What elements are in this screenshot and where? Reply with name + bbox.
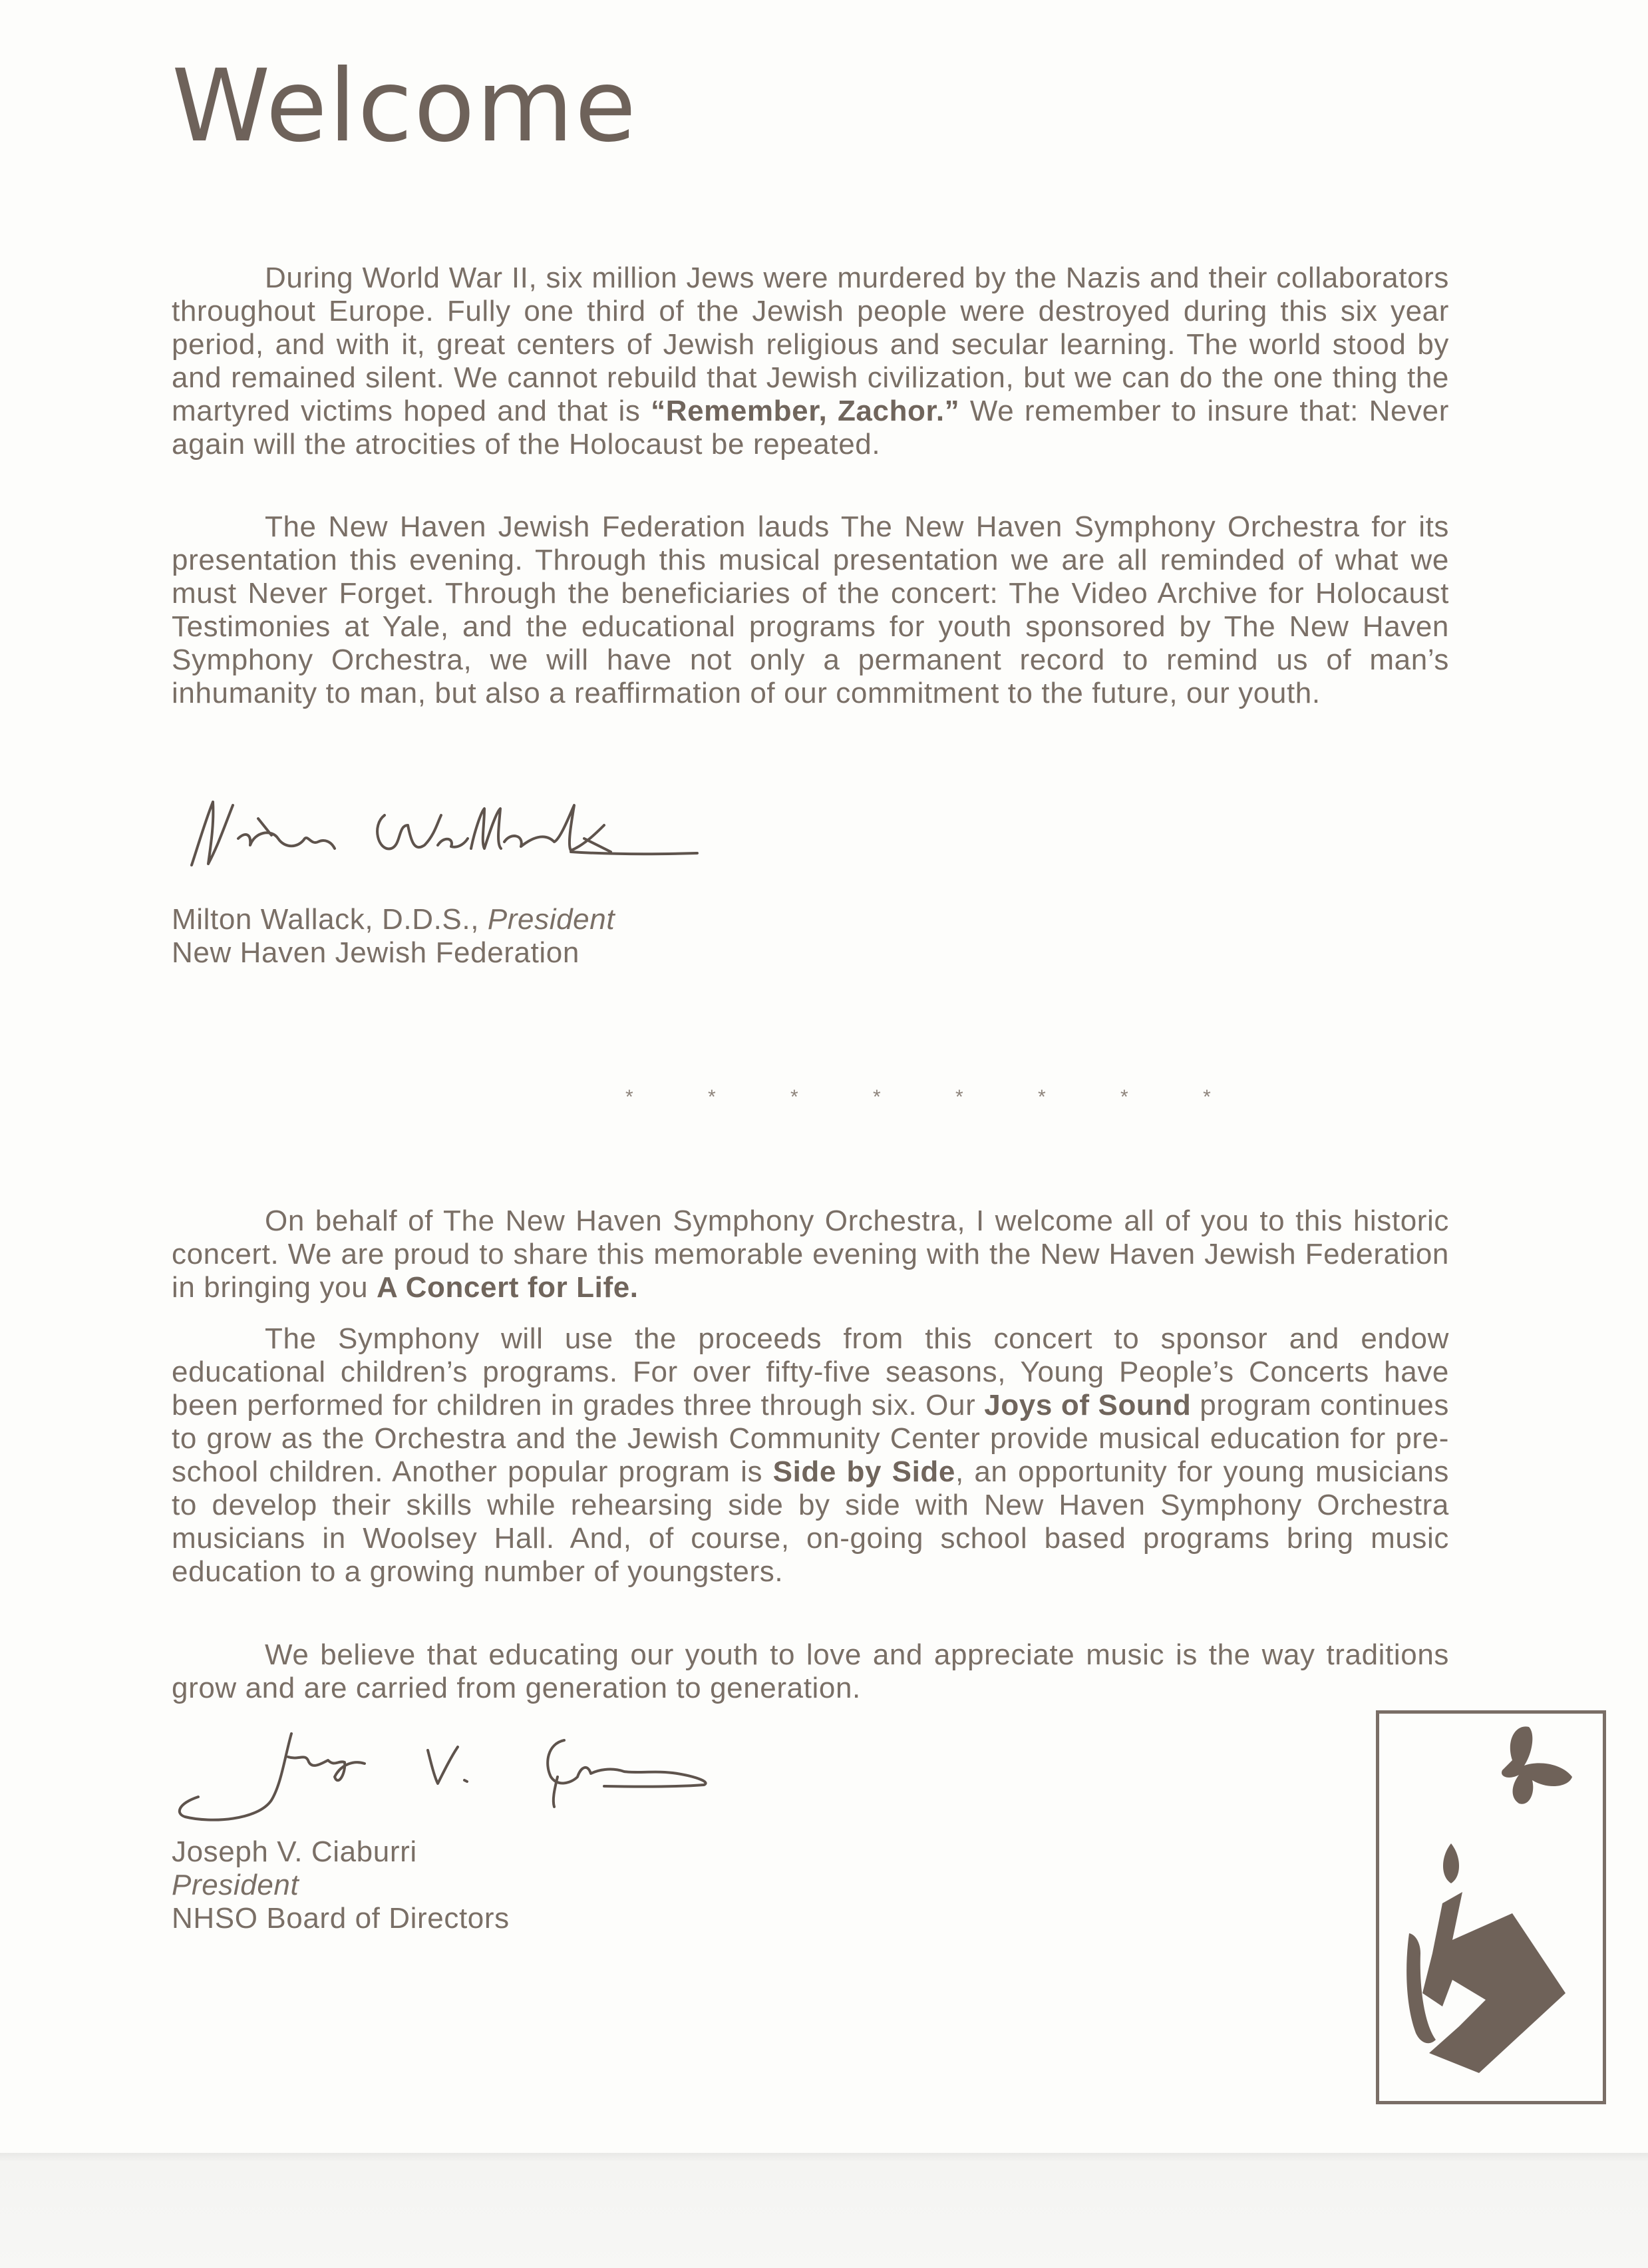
milton-wallack-signature (172, 785, 704, 885)
symphony-paragraph-3: We believe that educating our youth to love and appreciate music is the way traditions grow and are carried from generation to generation. (172, 1638, 1449, 1704)
symphony-signer-name: Joseph V. Ciaburri (172, 1835, 417, 1868)
remember-zachor-quote: “Remember, Zachor.” (651, 395, 960, 427)
symphony-p2-text-c: , an opportunity for young musicians to develop their skills while rehearsing side by side with New Haven Symphony Orchestra musicians in Woolsey Hall. And, of course, on-going school based programs bring music education to a growing number of youngsters. (172, 1455, 1450, 1588)
federation-signer-org: New Haven Jewish Federation (172, 936, 579, 969)
federation-paragraph-1 (172, 262, 1449, 461)
figure-icon (1422, 1892, 1566, 2073)
joseph-ciaburri-signature (172, 1724, 770, 1830)
symphony-paragraph-1 (172, 1205, 1449, 1304)
concert-for-life-title: A Concert for Life. (377, 1271, 639, 1304)
page-title: Welcome (172, 49, 638, 164)
symphony-p2-text-b: program continues to grow as the Orchestra and the Jewish Community Center provide musical education for pre-school children. Another popular program is (172, 1389, 1449, 1488)
symphony-signature-block (172, 1835, 510, 1935)
symphony-paragraph-2 (172, 1322, 1449, 1589)
federation-p1-text-end: We remember to insure that: Never again will the atrocities of the Holocaust be repeated. (172, 395, 1449, 461)
section-divider: * * * * * * * * (625, 1086, 1245, 1108)
concert-for-life-logo (1379, 1714, 1603, 2101)
flame-icon (1443, 1843, 1459, 1883)
symphony-signer-org: NHSO Board of Directors (172, 1902, 510, 1935)
side-by-side-program: Side by Side (772, 1455, 955, 1488)
federation-p1-text: During World War II, six million Jews were murdered by the Nazis and their collaborators throughout Europe. Fully one third of the Jewish people were destroyed during this six year period, and with it, great centers of Jewish religious and secular learning. The world stood by and remained silent. We cannot rebuild that Jewish civilization, but we can do the one thing the martyred victims hoped and that is (172, 262, 1449, 427)
concert-logo-frame (1376, 1710, 1606, 2104)
federation-paragraph-2: The New Haven Jewish Federation lauds The New Haven Symphony Orchestra for its presentation this evening. Through this musical presentation we are all reminded of what we must Never Forget. Through the beneficiaries of the concert: The Video Archive for Holocaust Testimonies at Yale, and the educational programs for youth sponsored by The New Haven Symphony Orchestra, we will have not only a permanent record to remind us of man’s inhumanity to man, but also a reaffirmation of our commitment to the future, our youth. (172, 510, 1449, 709)
symphony-signer-title: President (172, 1869, 299, 1901)
joys-of-sound-program: Joys of Sound (984, 1389, 1192, 1421)
symphony-p1-text: On behalf of The New Haven Symphony Orchestra, I welcome all of you to this historic concert. We are proud to share this memorable evening with the New Haven Jewish Federation in bringing you (172, 1205, 1449, 1304)
page-bottom-shade (0, 2153, 1648, 2268)
federation-signer-name: Milton Wallack, D.D.S., (172, 903, 480, 936)
butterfly-icon (1502, 1726, 1572, 1803)
federation-signer-title: President (487, 903, 615, 936)
federation-signature-block (172, 903, 615, 970)
symphony-p2-text-a: The Symphony will use the proceeds from this concert to sponsor and endow educational children’s programs. For over fifty-five seasons, Young People’s Concerts have been performed for children in grades three through six. Our (172, 1322, 1449, 1421)
